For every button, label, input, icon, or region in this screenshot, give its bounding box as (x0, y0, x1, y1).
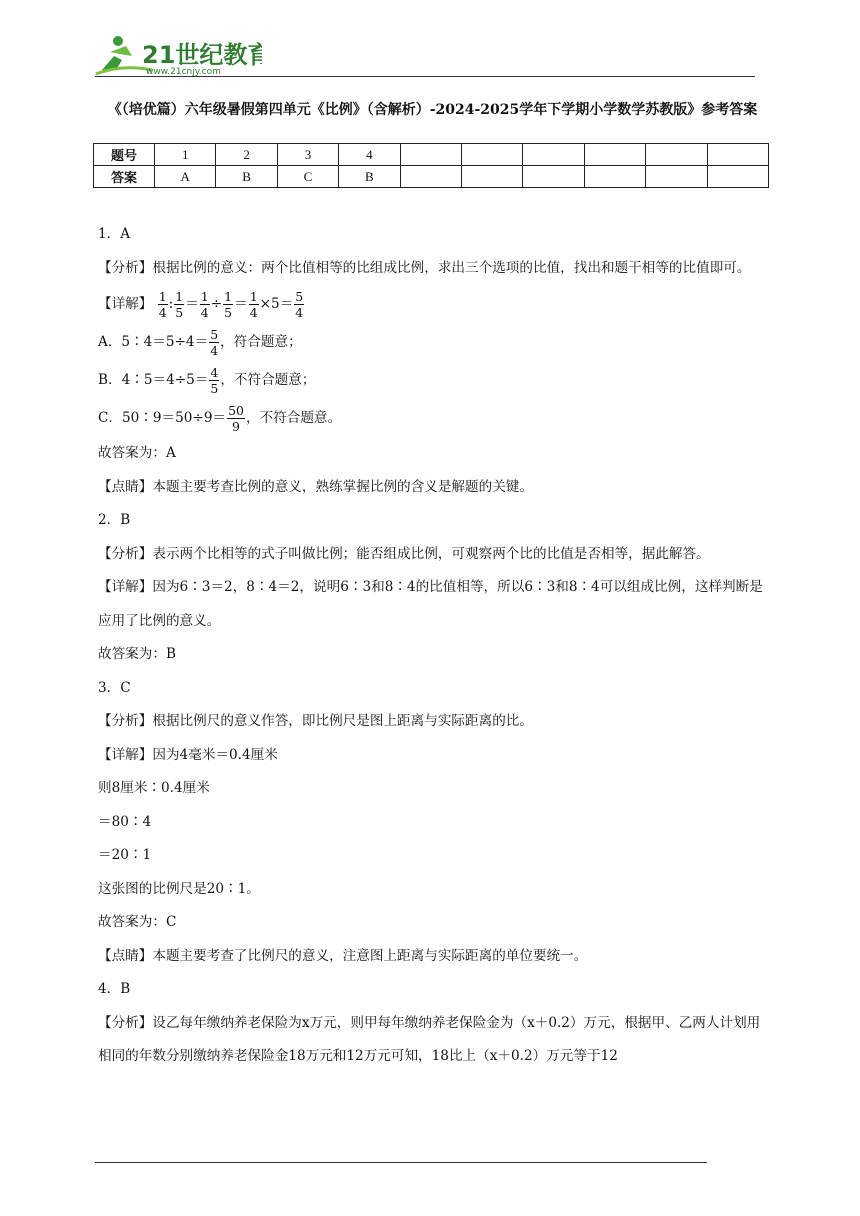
q3-step: 则8厘米∶0.4厘米 (98, 780, 210, 796)
table-cell: A (155, 166, 216, 188)
q1-answer: 故答案为：A (98, 445, 176, 461)
q3-heading: 3．C (98, 679, 131, 696)
svg-text:www.21cnjy.com: www.21cnjy.com (146, 67, 221, 77)
q3-conclusion: 这张图的比例尺是20∶1。 (98, 880, 260, 897)
q4-analysis: 【分析】设乙每年缴纳养老保险为x万元，则甲每年缴纳养老保险金为（x＋0.2）万元，根据甲、乙两人计划用相同的年数分别缴纳养老保险金18万元和12万元可知，18比上（x＋0.2）万元等于12 (98, 1014, 761, 1064)
fraction: $\frac{1}{4}$ (249, 289, 258, 320)
table-cell (584, 144, 645, 166)
q3-detail: 【详解】因为4毫米＝0.4厘米 (98, 746, 278, 763)
table-cell (646, 144, 707, 166)
q2-heading: 2．B (98, 512, 131, 528)
table-cell (400, 144, 461, 166)
q2-analysis: 【分析】表示两个比相等的式子叫做比例；能否组成比例，可观察两个比的比值是否相等，据此解答。 (98, 545, 710, 562)
table-cell: B (216, 166, 277, 188)
footer-rule (95, 1162, 707, 1163)
svg-text:21世纪教育: 21世纪教育 (142, 41, 262, 69)
fraction: $\frac{1}{4}$ (158, 289, 167, 320)
q4-heading: 4．B (98, 981, 131, 997)
table-cell (646, 166, 707, 188)
q3-step: ＝80∶4 (98, 813, 152, 830)
table-cell: C (277, 166, 338, 188)
table-cell (584, 166, 645, 188)
q2-answer: 故答案为：B (98, 646, 176, 662)
table-row (94, 166, 769, 188)
q1-detail: 【详解】 $\frac{1}{4}$ : $\frac{1}{5}$ ＝ $\frac{1}{4}$ ÷ $\frac{1}{5}$ ＝ $\frac{1}{4}$ ×5＝ $\frac{5}{4}$ (98, 289, 304, 320)
q1-heading: 1．A (98, 226, 131, 242)
table-cell (523, 166, 584, 188)
q1-option-c: C．50∶9＝50÷9＝ $\frac{50}{9}$ ，不符合题意。 (98, 403, 342, 434)
table-cell (461, 166, 522, 188)
fraction: $\frac{1}{4}$ (200, 289, 209, 320)
q1-option-a: A．5∶4＝5÷4＝ $\frac{5}{4}$ ，符合题意； (98, 327, 302, 358)
fraction: $\frac{5}{4}$ (210, 327, 219, 358)
q1-analysis: 【分析】根据比例的意义：两个比值相等的比组成比例，求出三个选项的比值，找出和题干相等的比值即可。 (98, 259, 751, 276)
table-cell: B (339, 166, 400, 188)
table-cell (461, 144, 522, 166)
table-cell: 1 (155, 144, 216, 166)
fraction: $\frac{50}{9}$ (228, 403, 244, 434)
q3-analysis: 【分析】根据比例尺的意义作答，即比例尺是图上距离与实际距离的比。 (98, 713, 533, 729)
table-cell (707, 144, 768, 166)
q3-answer: 故答案为：C (98, 914, 177, 930)
table-cell: 3 (277, 144, 338, 166)
row-label-number: 题号 (94, 144, 155, 166)
fraction: $\frac{4}{5}$ (210, 365, 219, 396)
fraction: $\frac{1}{5}$ (175, 289, 184, 320)
table-cell: 2 (216, 144, 277, 166)
table-cell (707, 166, 768, 188)
table-cell (523, 144, 584, 166)
fraction: $\frac{5}{4}$ (295, 289, 304, 320)
table-cell (400, 166, 461, 188)
site-logo (92, 30, 262, 78)
q1-option-b: B．4∶5＝4÷5＝ $\frac{4}{5}$ ，不符合题意； (98, 365, 316, 396)
answer-table (93, 143, 769, 188)
table-cell: 4 (339, 144, 400, 166)
q2-detail: 【详解】因为6∶3＝2，8∶4＝2，说明6∶3和8∶4的比值相等，所以6∶3和8∶4可以组成比例，这样判断是应用了比例的意义。 (98, 579, 763, 629)
header-rule (95, 76, 755, 77)
fraction: $\frac{1}{5}$ (224, 289, 233, 320)
table-row (94, 144, 769, 166)
q3-tip: 【点睛】本题主要考查了比例尺的意义，注意图上距离与实际距离的单位要统一。 (98, 947, 588, 964)
q1-tip: 【点睛】本题主要考查比例的意义，熟练掌握比例的含义是解题的关键。 (98, 478, 533, 495)
solutions-body (98, 218, 770, 1074)
page-title: 《（培优篇）六年级暑假第四单元《比例》（含解析）-2024-2025学年下学期小学数学苏教版》参考答案 (107, 102, 758, 118)
q3-step: ＝20∶1 (98, 847, 152, 863)
row-label-answer: 答案 (94, 166, 155, 188)
